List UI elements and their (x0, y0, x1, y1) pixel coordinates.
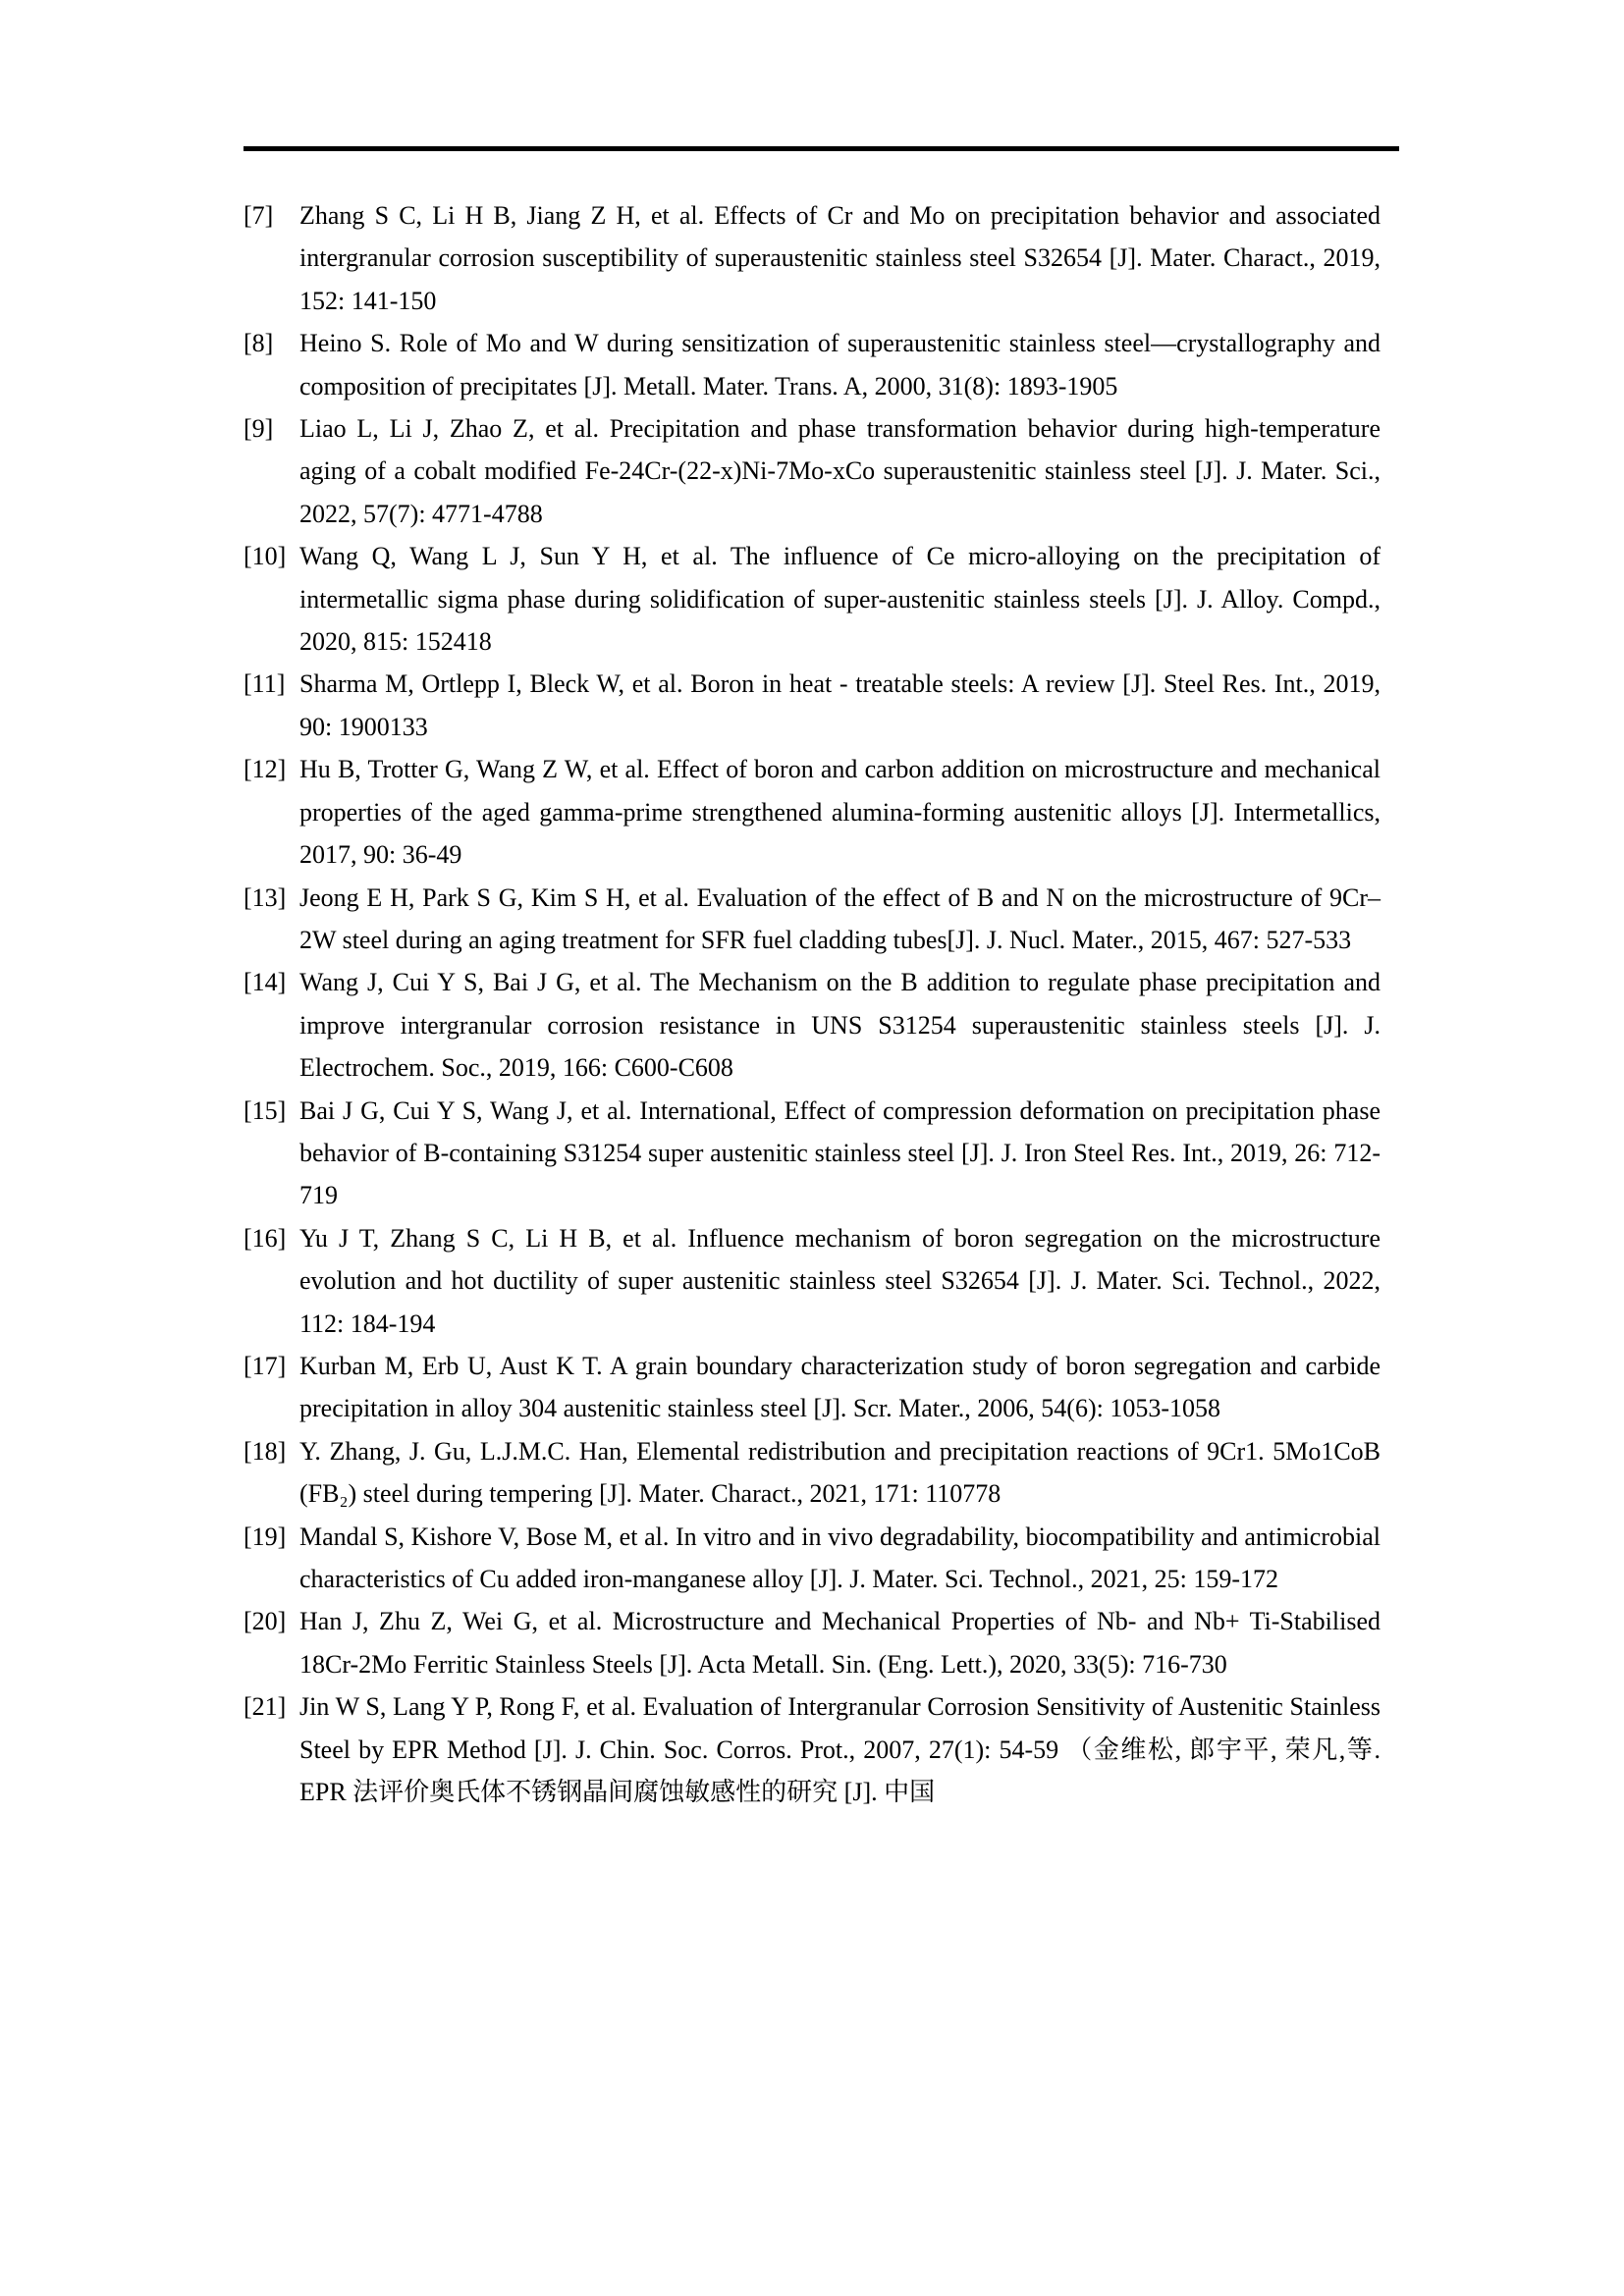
reference-text: Bai J G, Cui Y S, Wang J, et al. International, Effect of compression deformation on precipitation phase behavior of B-containing S31254 super austenitic stainless steel [J]. J. Iron Steel Res. Int., 2019, 26: 712-719 (299, 1095, 1380, 1210)
reference-number: [11] (244, 669, 286, 699)
reference-number: [12] (244, 755, 287, 784)
references-list (244, 194, 1380, 1813)
reference-text: Jin W S, Lang Y P, Rong F, et al. Evaluation of Intergranular Corrosion Sensitivity of Austenitic Stainless Steel by EPR Method [J]. J. Chin. Soc. Corros. Prot., 2007, 27(1): 54-59 （金维松, 郎宇平, 荣凡,等. EPR 法评价奥氏体不锈钢晶间腐蚀敏感性的研究 [J]. 中国 (299, 1692, 1380, 1807)
reference-text: Han J, Zhu Z, Wei G, et al. Microstructure and Mechanical Properties of Nb- and Nb+ Ti-Stabilised 18Cr-2Mo Ferritic Stainless Steels [J]. Acta Metall. Sin. (Eng. Lett.), 2020, 33(5): 716-730 (299, 1607, 1380, 1679)
reference-text: Wang J, Cui Y S, Bai J G, et al. The Mechanism on the B addition to regulate phase precipitation and improve intergranular corrosion resistance in UNS S31254 superaustenitic stainless steels [J]. J. Electrochem. Soc., 2019, 166: C600-C608 (299, 968, 1380, 1083)
reference-number: [15] (244, 1095, 287, 1125)
reference-item (244, 407, 1380, 535)
reference-item (244, 1090, 1380, 1217)
reference-item (244, 194, 1380, 322)
reference-item (244, 1685, 1380, 1813)
reference-item (244, 961, 1380, 1089)
reference-number: [9] (244, 414, 274, 444)
reference-text: Zhang S C, Li H B, Jiang Z H, et al. Effects of Cr and Mo on precipitation behavior and associated intergranular corrosion susceptibility of superaustenitic stainless steel S32654 [J]. Mater. Charact., 2019, 152: 141-150 (299, 201, 1380, 315)
reference-item (244, 877, 1380, 962)
reference-text: Hu B, Trotter G, Wang Z W, et al. Effect of boron and carbon addition on microstructure and mechanical properties of the aged gamma-prime strengthened alumina-forming austenitic alloys [J]. Intermetallics, 2017, 90: 36-49 (299, 755, 1380, 870)
reference-number: [18] (244, 1436, 287, 1466)
reference-number: [21] (244, 1692, 287, 1722)
reference-number: [20] (244, 1607, 287, 1636)
reference-item (244, 1600, 1380, 1685)
reference-number: [13] (244, 882, 287, 912)
reference-text: Liao L, Li J, Zhao Z, et al. Precipitation and phase transformation behavior during high-temperature aging of a cobalt modified Fe-24Cr-(22-x)Ni-7Mo-xCo superaustenitic stainless steel [J]. J. Mater. Sci., 2022, 57(7): 4771-4788 (299, 414, 1380, 528)
reference-number: [16] (244, 1223, 287, 1253)
reference-text: Jeong E H, Park S G, Kim S H, et al. Evaluation of the effect of B and N on the microstructure of 9Cr–2W steel during an aging treatment for SFR fuel cladding tubes[J]. J. Nucl. Mater., 2015, 467: 527-533 (299, 882, 1380, 954)
reference-item (244, 1430, 1380, 1516)
reference-number: [19] (244, 1522, 287, 1551)
reference-text: Y. Zhang, J. Gu, L.J.M.C. Han, Elemental redistribution and precipitation reactions of 9Cr1. 5Mo1CoB (FB₂) steel during tempering [J]. Mater. Charact., 2021, 171: 110778 (299, 1436, 1380, 1509)
reference-number: [8] (244, 329, 274, 358)
reference-text: Mandal S, Kishore V, Bose M, et al. In vitro and in vivo degradability, biocompatibility and antimicrobial characteristics of Cu added iron-manganese alloy [J]. J. Mater. Sci. Technol., 2021, 25: 159-172 (299, 1522, 1380, 1593)
reference-text: Yu J T, Zhang S C, Li H B, et al. Influence mechanism of boron segregation on the microstructure evolution and hot ductility of super austenitic stainless steel S32654 [J]. J. Mater. Sci. Technol., 2022, 112: 184-194 (299, 1223, 1380, 1338)
reference-item (244, 535, 1380, 663)
reference-item (244, 1516, 1380, 1601)
reference-number: [17] (244, 1351, 287, 1380)
reference-item (244, 748, 1380, 876)
reference-text: Wang Q, Wang L J, Sun Y H, et al. The influence of Ce micro-alloying on the precipitation of intermetallic sigma phase during solidification of super-austenitic stainless steels [J]. J. Alloy. Compd., 2020, 815: 152418 (299, 542, 1380, 657)
reference-text: Kurban M, Erb U, Aust K T. A grain boundary characterization study of boron segregation and carbide precipitation in alloy 304 austenitic stainless steel [J]. Scr. Mater., 2006, 54(6): 1053-1058 (299, 1351, 1380, 1423)
reference-item (244, 1217, 1380, 1345)
reference-number: [7] (244, 201, 274, 230)
reference-item (244, 1345, 1380, 1430)
reference-text: Sharma M, Ortlepp I, Bleck W, et al. Boron in heat - treatable steels: A review [J]. Steel Res. Int., 2019, 90: 1900133 (299, 669, 1380, 741)
reference-item (244, 322, 1380, 407)
reference-text: Heino S. Role of Mo and W during sensitization of superaustenitic stainless steel—crystallography and composition of precipitates [J]. Metall. Mater. Trans. A, 2000, 31(8): 1893-1905 (299, 329, 1380, 400)
reference-number: [14] (244, 968, 287, 997)
header-rule (244, 146, 1399, 151)
reference-item (244, 663, 1380, 748)
reference-number: [10] (244, 542, 287, 571)
